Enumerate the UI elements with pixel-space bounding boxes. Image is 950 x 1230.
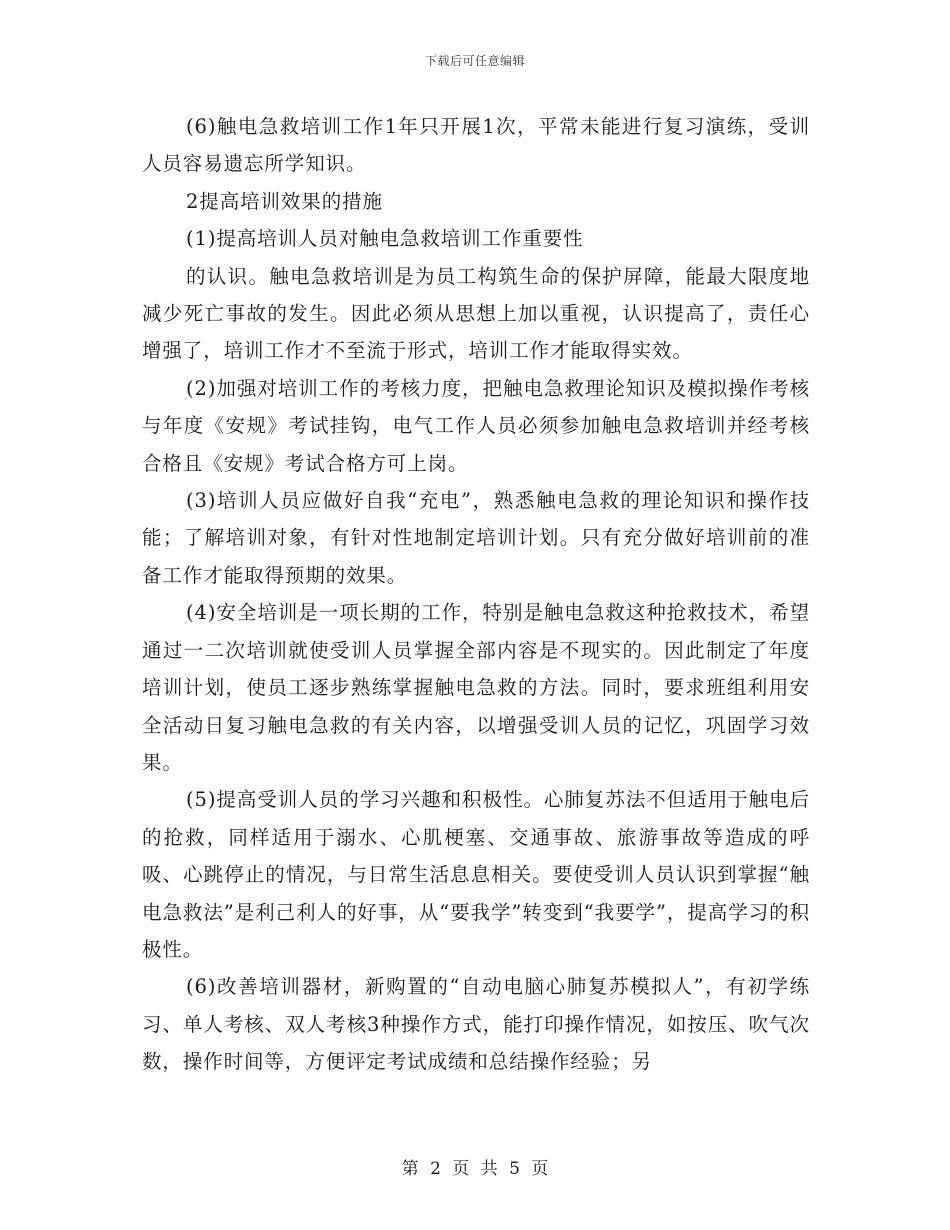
section-heading: 2提高培训效果的措施 <box>186 189 383 213</box>
paragraph-measure-3: (3)培训人员应做好自我“充电”，熟悉触电急救的理论知识和操作技能；了解培训对象，有针对性地制定培训计划。只有充分做好培训前的准备工作才能取得预期的效果。 <box>142 489 810 587</box>
paragraph-measure-1: (1)提高培训人员对触电急救培训工作重要性 <box>186 227 584 251</box>
paragraph-1: (6)触电急救培训工作1年只开展1次，平常未能进行复习演练，受训人员容易遗忘所学知识。 <box>142 115 810 176</box>
document-body <box>142 108 810 1081</box>
paragraph-measure-5: (5)提高受训人员的学习兴趣和积极性。心肺复苏法不但适用于触电后的抢救，同样适用于溺水、心肌梗塞、交通事故、旅游事故等造成的呼吸、心跳停止的情况，与日常生活息息相关。要使受训人员认识到掌握“触电急救法”是利己利人的好事，从“要我学”转变到“我要学”，提高学习的积极性。 <box>142 788 810 961</box>
paragraph-measure-6: (6)改善培训器材，新购置的“自动电脑心肺复苏模拟人”，有初学练习、单人考核、双人考核3种操作方式，能打印操作情况，如按压、吹气次数，操作时间等，方便评定考试成绩和总结操作经验；另 <box>142 975 810 1074</box>
paragraph-measure-2: (2)加强对培训工作的考核力度，把触电急救理论知识及模拟操作考核与年度《安规》考试挂钩，电气工作人员必须参加触电急救培训并经考核合格且《安规》考试合格方可上岗。 <box>142 376 810 475</box>
paragraph-measure-1-body: 的认识。触电急救培训是为员工构筑生命的保护屏障，能最大限度地减少死亡事故的发生。因此必须从思想上加以重视，认识提高了，责任心增强了，培训工作才不至流于形式，培训工作才能取得实效。 <box>142 264 810 363</box>
page-footer: 第 2 页 共 5 页 <box>401 1159 549 1179</box>
page-header: 下载后可任意编辑 <box>424 54 525 68</box>
paragraph-measure-4: (4)安全培训是一项长期的工作，特别是触电急救这种抢救技术，希望通过一二次培训就使受训人员掌握全部内容是不现实的。因此制定了年度培训计划，使员工逐步熟练掌握触电急救的方法。同时，要求班组利用安全活动日复习触电急救的有关内容，以增强受训人员的记忆，巩固学习效果。 <box>142 601 810 774</box>
